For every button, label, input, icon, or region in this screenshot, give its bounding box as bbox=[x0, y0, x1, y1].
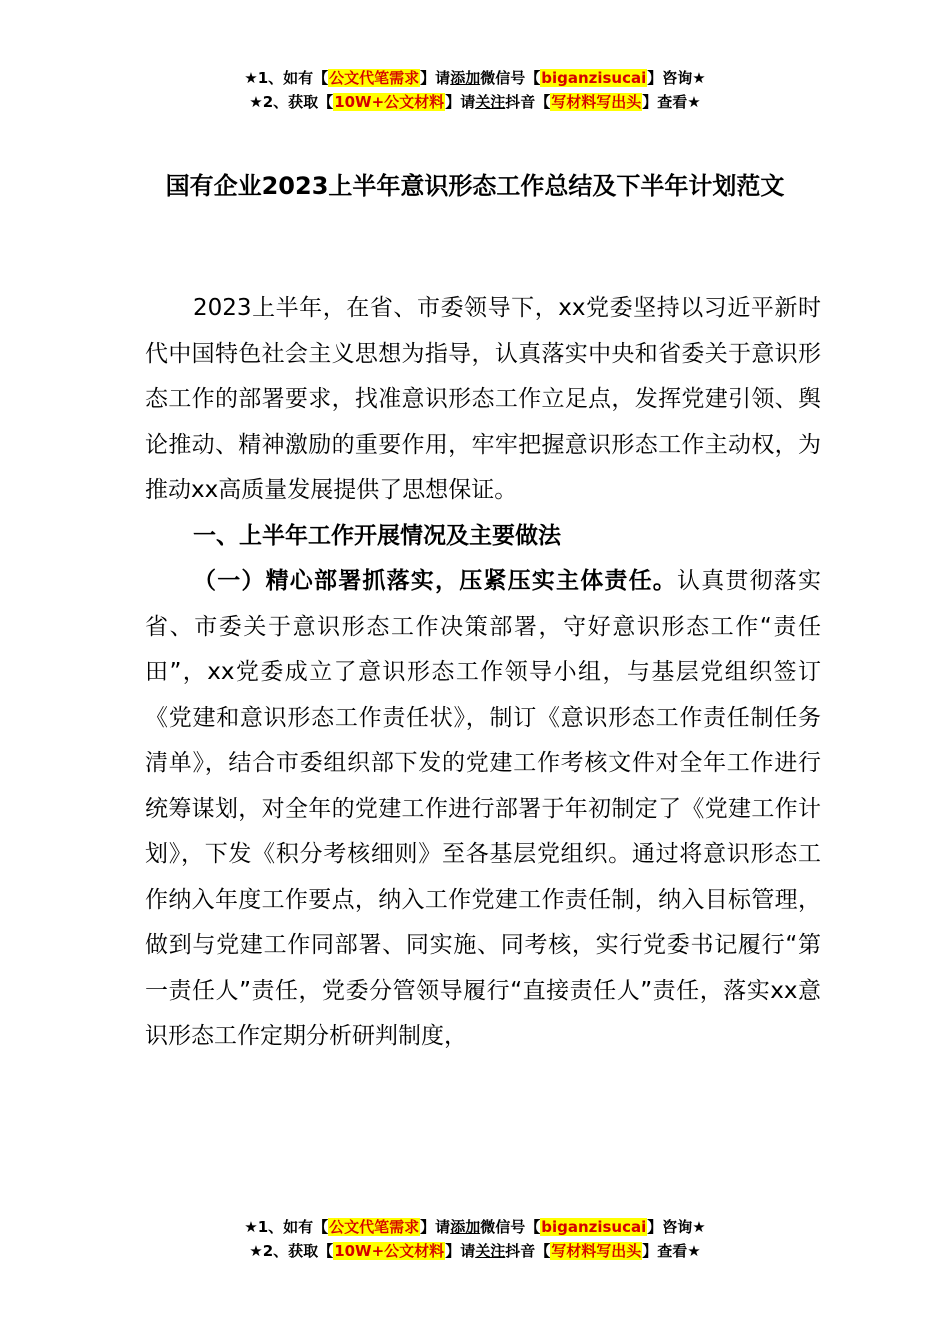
banner-text: 】咨询★ bbox=[647, 69, 706, 87]
banner-highlight-materials: 10W+公文材料 bbox=[334, 93, 445, 111]
banner-text: 微信号【 bbox=[480, 1218, 541, 1236]
banner-text: ★1、如有【 bbox=[244, 1218, 329, 1236]
banner-text: 】请 bbox=[420, 69, 451, 87]
intro-paragraph: 2023上半年，在省、市委领导下，xx党委坚持以习近平新时代中国特色社会主义思想为指导，认真落实中央和省委关于意识形态工作的部署要求，找准意识形态工作立足点，发挥党建引领、舆论推动、精神激励的重要作用，牢牢把握意识形态工作主动权，为推动xx高质量发展提供了思想保证。 bbox=[145, 295, 821, 503]
banner-text: 微信号【 bbox=[480, 69, 541, 87]
banner-highlight-douyin: 写材料写出头 bbox=[551, 93, 642, 111]
banner-highlight-materials: 10W+公文材料 bbox=[334, 1242, 445, 1260]
banner-highlight-service: 公文代笔需求 bbox=[329, 69, 420, 87]
document-title: 国有企业2023上半年意识形态工作总结及下半年计划范文 bbox=[165, 172, 785, 200]
subsection-heading: （一）精心部署抓落实，压紧压实主体责任。 bbox=[193, 568, 677, 594]
subsection-paragraph bbox=[145, 559, 821, 1060]
banner-highlight-wechat-id: biganzisucai bbox=[541, 69, 647, 87]
footer-banner bbox=[0, 1215, 950, 1263]
banner-underlined-text: 添加 bbox=[450, 69, 481, 87]
section-heading: 一、上半年工作开展情况及主要做法 bbox=[193, 522, 561, 549]
banner-highlight-service: 公文代笔需求 bbox=[329, 1218, 420, 1236]
banner-underlined-text: 关注 bbox=[475, 93, 506, 111]
subsection-body: 认真贯彻落实省、市委关于意识形态工作决策部署，守好意识形态工作“责任田”，xx党委成立了意识形态工作领导小组，与基层党组织签订《党建和意识形态工作责任状》，制订《意识形态工作责任制任务清单》，结合市委组织部下发的党建工作考核文件对全年工作进行统筹谋划，对全年的党建工作进行部署于年初制定了《党建工作计划》，下发《积分考核细则》至各基层党组织。通过将意识形态工作纳入年度工作要点，纳入工作党建工作责任制，纳入目标管理，做到与党建工作同部署、同实施、同考核，实行党委书记履行“第一责任人”责任，党委分管领导履行“直接责任人”责任，落实xx意识形态工作定期分析研判制度， bbox=[145, 568, 822, 1049]
banner-line-2 bbox=[0, 1239, 950, 1263]
banner-text: 】查看★ bbox=[642, 1242, 701, 1260]
banner-text: 】查看★ bbox=[642, 93, 701, 111]
banner-text: 】请 bbox=[445, 1242, 476, 1260]
header-banner bbox=[0, 66, 950, 114]
banner-underlined-text: 添加 bbox=[450, 1218, 481, 1236]
banner-text: ★2、获取【 bbox=[249, 93, 334, 111]
document-body bbox=[145, 286, 821, 1060]
banner-text: 抖音【 bbox=[505, 1242, 551, 1260]
banner-line-2 bbox=[0, 90, 950, 114]
banner-text: 】咨询★ bbox=[647, 1218, 706, 1236]
banner-line-1 bbox=[0, 1215, 950, 1239]
banner-line-1 bbox=[0, 66, 950, 90]
banner-highlight-douyin: 写材料写出头 bbox=[551, 1242, 642, 1260]
banner-text: ★2、获取【 bbox=[249, 1242, 334, 1260]
banner-highlight-wechat-id: biganzisucai bbox=[541, 1218, 647, 1236]
banner-text: ★1、如有【 bbox=[244, 69, 329, 87]
banner-underlined-text: 关注 bbox=[475, 1242, 506, 1260]
banner-text: 抖音【 bbox=[505, 93, 551, 111]
banner-text: 】请 bbox=[445, 93, 476, 111]
banner-text: 】请 bbox=[420, 1218, 451, 1236]
